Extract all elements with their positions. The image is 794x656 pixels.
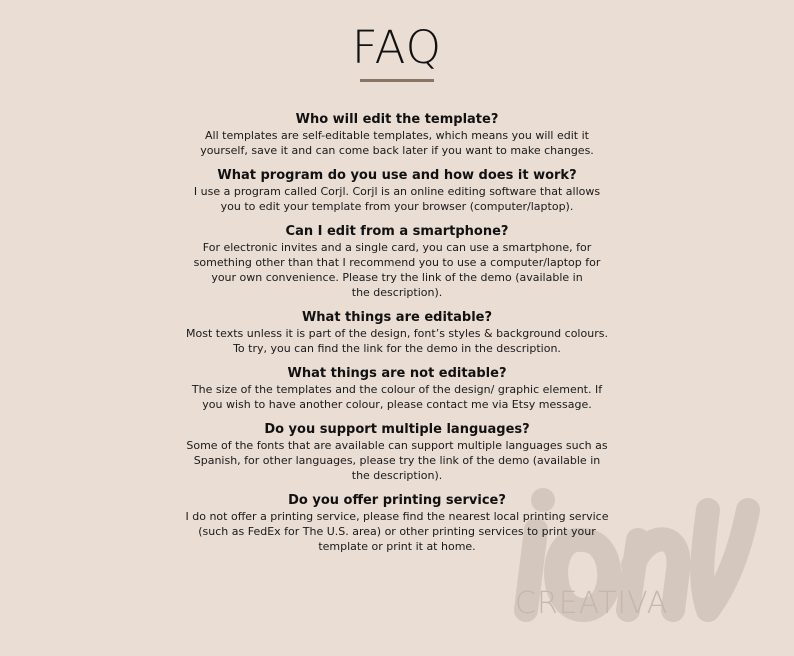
faq-item	[180, 309, 614, 356]
faq-answer-line: you wish to have another colour, please contact me via Etsy message.	[202, 398, 592, 411]
faq-answer	[180, 128, 614, 158]
faq-item	[180, 167, 614, 214]
faq-answer-line: Spanish, for other languages, please try the link of the demo (available in	[193, 454, 601, 467]
faq-answer-line: you to edit your template from your browser (computer/laptop).	[220, 200, 574, 213]
faq-answer-line: I use a program called Corjl. Corjl is an online editing software that allows	[193, 185, 601, 198]
faq-answer-line: For electronic invites and a single card, you can use a smartphone, for	[202, 241, 592, 254]
faq-answer	[180, 438, 614, 483]
faq-item	[180, 111, 614, 158]
faq-item	[180, 492, 614, 554]
faq-answer	[180, 326, 614, 356]
faq-answer-line: I do not offer a printing service, please find the nearest local printing service	[185, 510, 609, 523]
faq-question: Do you support multiple languages?	[264, 422, 530, 437]
faq-question: What program do you use and how does it work?	[217, 168, 577, 183]
faq-list	[180, 111, 614, 563]
faq-item	[180, 365, 614, 412]
faq-question: Who will edit the template?	[295, 112, 499, 127]
faq-answer-line: Some of the fonts that are available can support multiple languages such as	[186, 439, 608, 452]
faq-question: What things are editable?	[301, 310, 493, 325]
faq-answer-line: The size of the templates and the colour of the design/ graphic element. If	[191, 383, 603, 396]
faq-answer-line: All templates are self-editable templates, which means you will edit it	[205, 129, 589, 142]
faq-answer-line: (such as FedEx for The U.S. area) or other printing services to print your	[198, 525, 596, 538]
title-underline	[360, 79, 434, 82]
faq-question: Can I edit from a smartphone?	[285, 224, 509, 239]
faq-title: FAQ	[351, 21, 443, 74]
faq-answer-line: template or print it at home.	[318, 540, 476, 553]
faq-answer-line: your own convenience. Please try the link of the demo (available in	[211, 271, 583, 284]
faq-answer	[180, 382, 614, 412]
faq-answer	[180, 184, 614, 214]
faq-answer-line: Most texts unless it is part of the design, font’s styles & background colours.	[186, 327, 608, 340]
faq-question: What things are not editable?	[287, 366, 507, 381]
faq-answer	[180, 240, 614, 300]
watermark-text: CREATIVA	[515, 586, 669, 621]
faq-item	[180, 421, 614, 483]
faq-item	[180, 223, 614, 300]
faq-answer-line: something other than that I recommend you to use a computer/laptop for	[193, 256, 601, 269]
faq-answer-line: To try, you can find the link for the demo in the description.	[233, 342, 561, 355]
faq-answer-line: the description).	[351, 286, 443, 299]
faq-answer-line: the description).	[351, 469, 443, 482]
faq-answer-line: yourself, save it and can come back later if you want to make changes.	[200, 144, 594, 157]
faq-answer	[180, 509, 614, 554]
faq-question: Do you offer printing service?	[288, 493, 506, 508]
